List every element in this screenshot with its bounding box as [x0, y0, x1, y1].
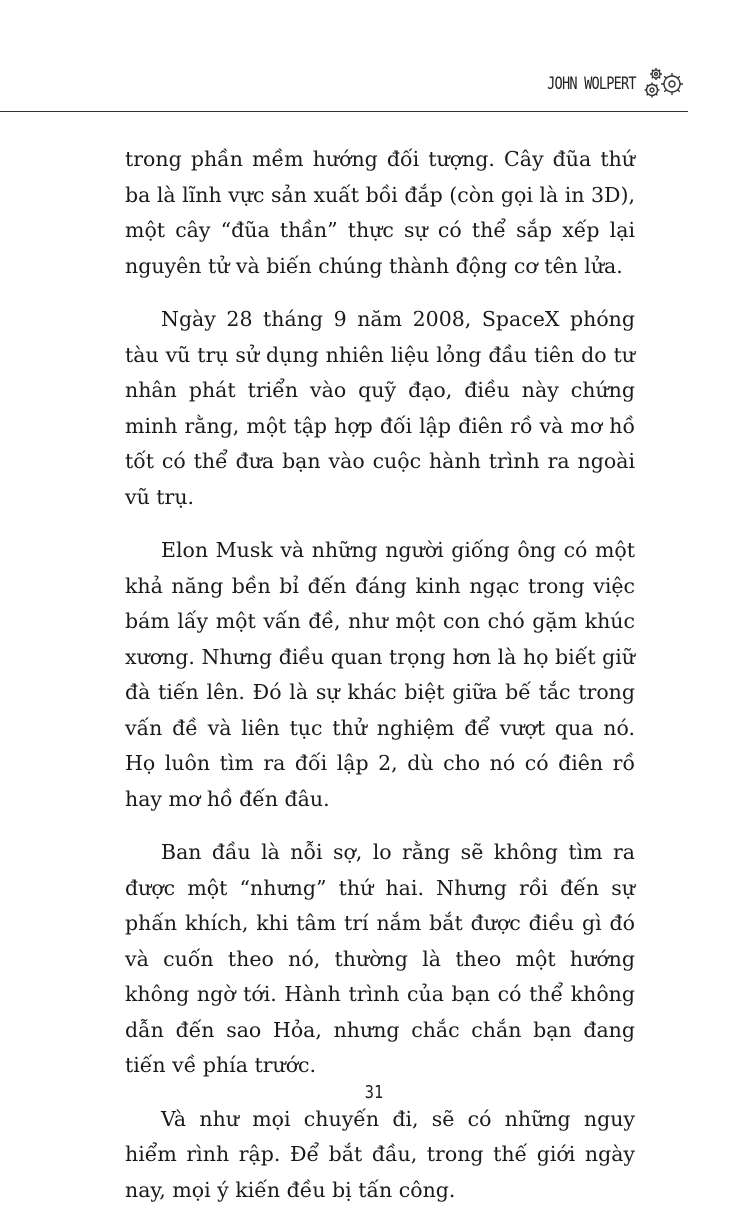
paragraph: Ban đầu là nỗi sợ, lo rằng sẽ không tìm ra được một “nhưng” thứ hai. Nhưng rồi đến sự phấn khích, khi tâm trí nắm bắt được điều gì đó và cuốn theo nó, thường là theo một hướng không ngờ tới. Hành trình của bạn có thể không dẫn đến sao Hỏa, nhưng chắc chắn bạn đang tiến về phía trước.: [125, 840, 635, 1077]
header-divider: [0, 111, 688, 112]
body-text: [125, 142, 635, 1226]
paragraph: Ngày 28 tháng 9 năm 2008, SpaceX phóng tàu vũ trụ sử dụng nhiên liệu lỏng đầu tiên do tư nhân phát triển vào quỹ đạo, điều này chứng minh rằng, một tập hợp đối lập điên rồ và mơ hồ tốt có thể đưa bạn vào cuộc hành trình ra ngoài vũ trụ.: [125, 307, 635, 509]
page-number: 31: [364, 1082, 384, 1103]
paragraph: Elon Musk và những người giống ông có một khả năng bền bỉ đến đáng kinh ngạc trong việc bám lấy một vấn đề, như một con chó gặm khúc xương. Nhưng điều quan trọng hơn là họ biết giữ đà tiến lên. Đó là sự khác biệt giữa bế tắc trong vấn đề và liên tục thử nghiệm để vượt qua nó. Họ luôn tìm ra đối lập 2, dù cho nó có điên rồ hay mơ hồ đến đâu.: [125, 538, 635, 811]
paragraph: Và như mọi chuyến đi, sẽ có những nguy hiểm rình rập. Để bắt đầu, trong thế giới ngày nay, mọi ý kiến đều bị tấn công.: [125, 1106, 635, 1202]
gears-icon: [642, 64, 686, 104]
author-name: JOHN WOLPERT: [547, 74, 636, 94]
paragraph: trong phần mềm hướng đối tượng. Cây đũa thứ ba là lĩnh vực sản xuất bồi đắp (còn gọi là in 3D), một cây “đũa thần” thực sự có thể sắp xếp lại nguyên tử và biến chúng thành động cơ tên lửa.: [125, 147, 635, 278]
running-header: [525, 64, 686, 104]
